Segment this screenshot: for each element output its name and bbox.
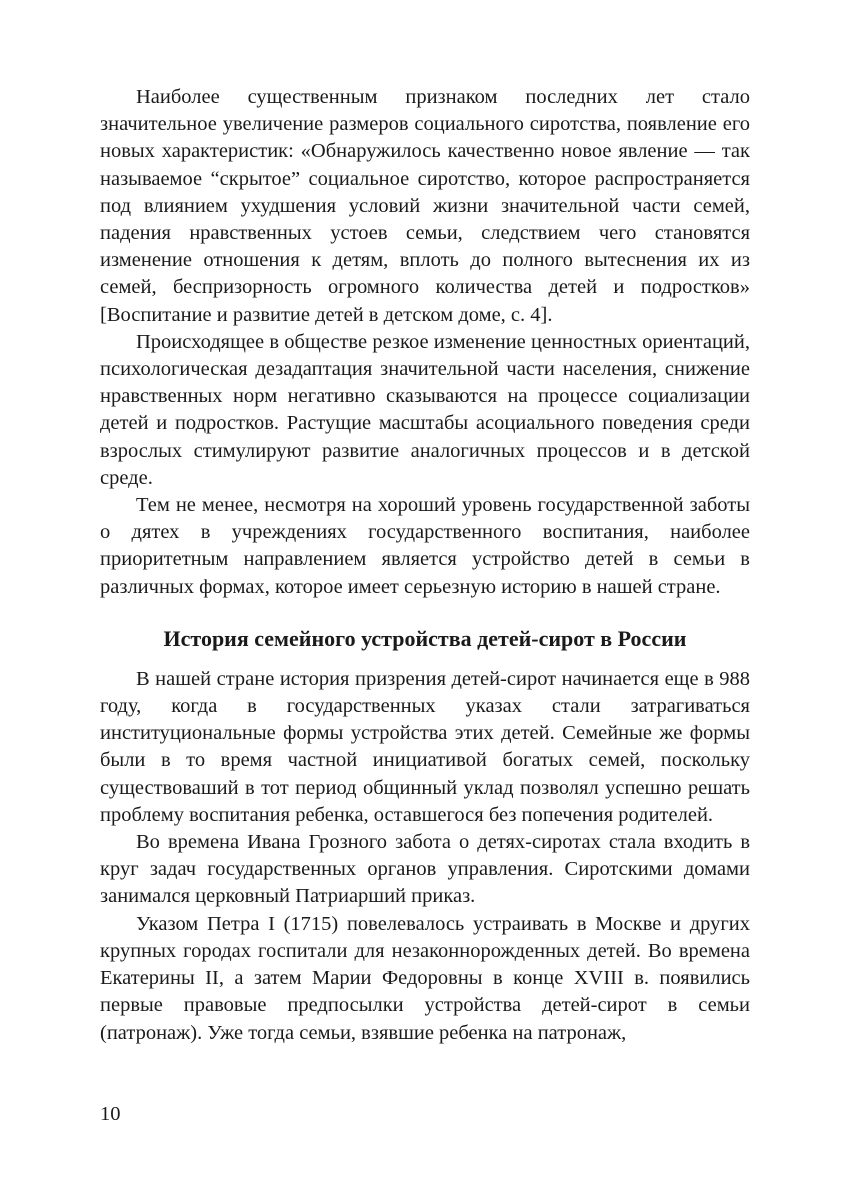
section-heading: История семейного устройства детей-сирот в России [163,625,687,651]
paragraph-history-988: В нашей стране история призрения детей-сирот начинается еще в 988 году, когда в государственных указах стали затрагиваться институциональные формы устройства этих детей. Семейные же формы были в то время частной инициативой богатых семей, поскольку существоваший в тот период общинный уклад позволял успешно решать проблему воспитания ребенка, оставшегося без попечения родителей. [100,667,750,826]
paragraph-ivan-grozny: Во времена Ивана Грозного забота о детях-сиротах стала входить в круг задач государственных органов управления. Сиротскими домами занимался церковный Патриарший приказ. [100,831,750,908]
paragraph-social-orphanhood: Наиболее существенным признаком последних лет стало значительное увеличение размеров социального сиротства, появление его новых характеристик: «Обнаружилось качественно новое явление — так называемое “скрытое” социальное сиротство, которое распространяется под влиянием ухудшения условий жизни значительной части семей, падения нравственных устоев семьи, следствием чего становятся изменение отношения к детям, вплоть до полного вытеснения их из семей, беспризорность огромного количества детей и подростков» [Воспитание и развитие детей в детском доме, с. 4]. [100,86,750,326]
page-number: 10 [100,1103,121,1125]
paragraph-peter-decree: Указом Петра I (1715) повелевалось устраивать в Москве и других крупных городах госпитали для незаконнорожденных детей. Во времена Екатерины II, а затем Марии Федоровны в конце XVIII в. появились первые правовые предпосылки устройства детей-сирот в семьи (патронаж). Уже тогда семьи, взявшие ребенка на патронаж, [100,912,750,1044]
paragraph-value-changes: Происходящее в обществе резкое изменение ценностных ориентаций, психологическая дезадаптация значительной части населения, снижение нравственных норм негативно сказываются на процессе социализации детей и подростков. Растущие масштабы асоциального поведения среди взрослых стимулируют развитие аналогичных процессов и в детской среде. [100,330,750,489]
paragraph-family-placement: Тем не менее, несмотря на хороший уровень государственной заботы о дятех в учреждениях государственного воспитания, наиболее приоритетным направлением является устройство детей в семьи в различных формах, которое имеет серьезную историю в нашей стране. [100,494,750,598]
page-body [100,84,750,1047]
